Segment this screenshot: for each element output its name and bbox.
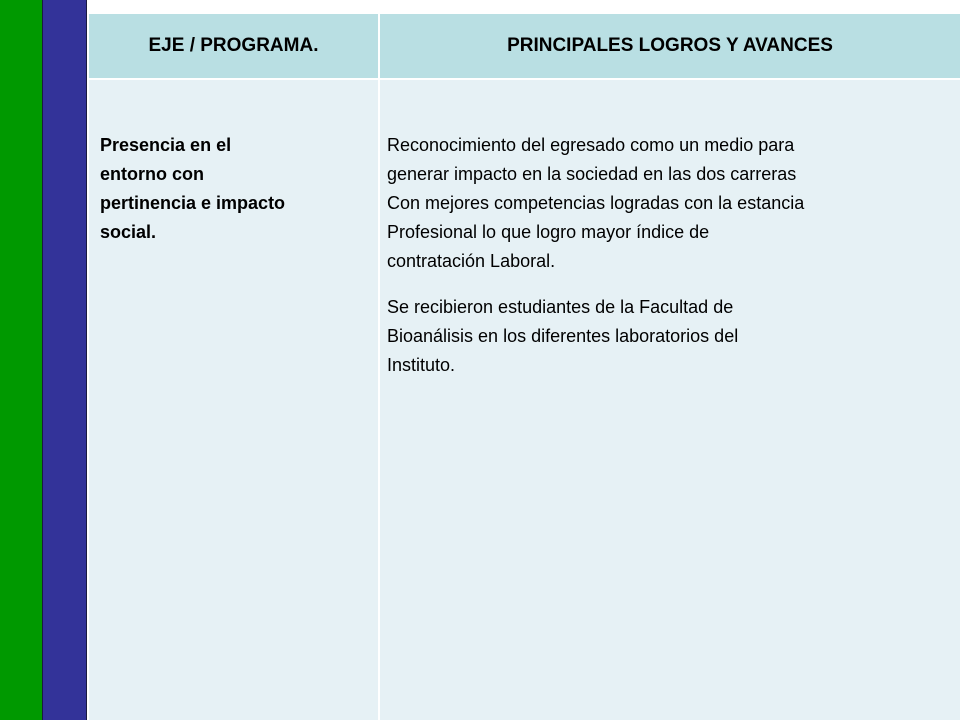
header-principales-logros: PRINCIPALES LOGROS Y AVANCES — [507, 35, 833, 56]
header-eje-programa: EJE / PROGRAMA. — [148, 35, 319, 56]
left-accent-bar-blue — [42, 0, 87, 720]
cell-logros — [387, 131, 957, 380]
cell-eje — [100, 131, 370, 247]
column-divider — [378, 14, 380, 720]
left-accent-bar-green — [0, 0, 42, 720]
logros-paragraph-2: Se recibieron estudiantes de la Facultad de Bioanálisis en los diferentes laboratorios del Instituto. — [387, 297, 739, 375]
achievements-table — [89, 14, 960, 720]
eje-text: Presencia en el entorno con pertinencia e impacto social. — [100, 135, 286, 242]
logros-paragraph-1: Reconocimiento del egresado como un medio para generar impacto en la sociedad en las dos carreras Con mejores competencias logradas con la estancia Profesional lo que logro mayor índice de contratación Laboral. — [387, 135, 805, 271]
